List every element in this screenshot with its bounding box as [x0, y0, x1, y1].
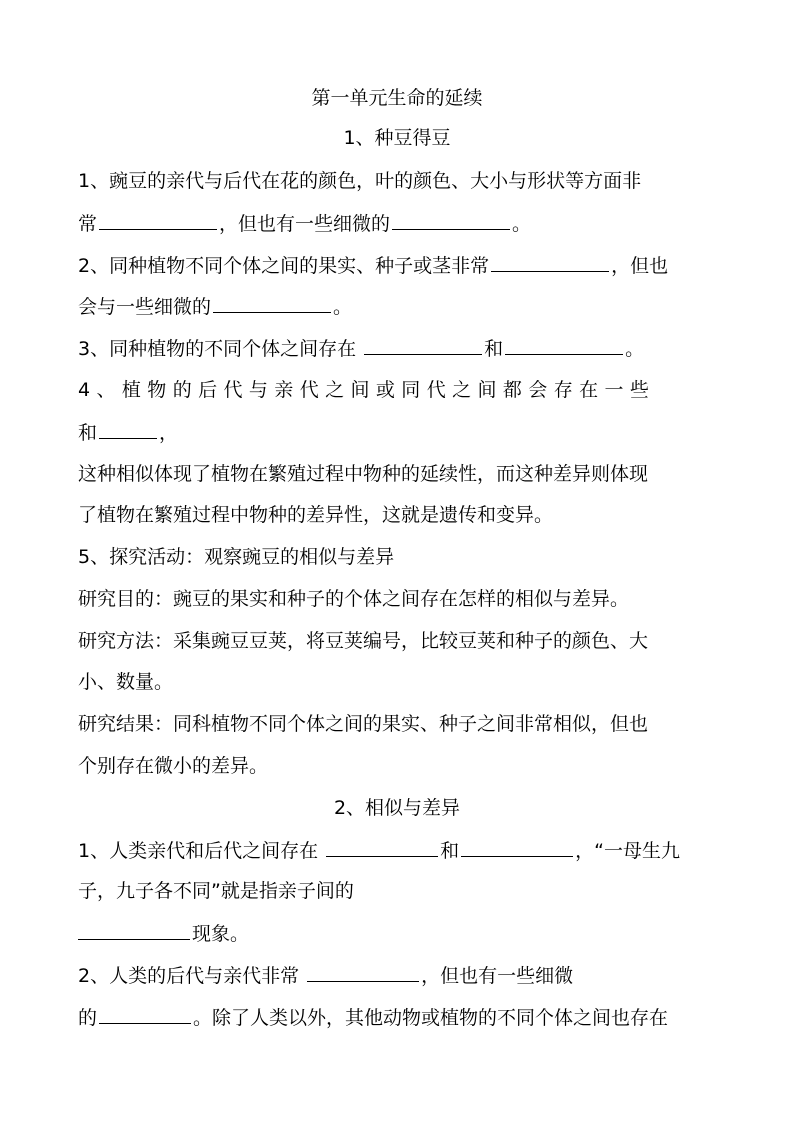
fill-blank[interactable]	[392, 209, 510, 230]
lesson1-q2-line2	[78, 292, 728, 321]
q1-text: 现象。	[192, 923, 250, 945]
lesson1-q2-line1	[78, 251, 728, 280]
q1-text: 1、豌豆的亲代与后代在花的颜色，叶的颜色、大小与形状等方面非	[78, 170, 642, 192]
unit-title: 第一单元生命的延续	[311, 87, 483, 109]
lesson1-paragraph-line1: 这种相似体现了植物在繁殖过程中物种的延续性，而这种差异则体现	[78, 463, 649, 485]
lesson1-q3	[78, 334, 728, 363]
fill-blank[interactable]	[213, 292, 331, 313]
lesson2-q2-line1	[78, 961, 728, 990]
q1-text: 和	[440, 840, 460, 862]
q1-text: 1、人类亲代和后代之间存在	[78, 840, 319, 862]
lesson1-q1-line1	[78, 167, 728, 195]
lesson2-title: 2、相似与差异	[333, 797, 461, 819]
fill-blank[interactable]	[99, 418, 157, 439]
q2-text: 。	[333, 296, 353, 318]
q4-text: ，	[159, 422, 179, 444]
lesson1-q5: 5、探究活动：观察豌豆的相似与差异	[78, 546, 395, 568]
lesson1-q4-line2	[78, 418, 728, 447]
research-result-line2: 个别存在微小的差异。	[78, 755, 269, 777]
lesson1-q4-line1	[78, 376, 728, 404]
q2-text: 的	[78, 1007, 98, 1029]
fill-blank[interactable]	[505, 334, 623, 355]
q3-text: 和	[484, 338, 504, 360]
q1-text: 常	[78, 213, 98, 235]
lesson2-q1-line3	[78, 919, 728, 948]
q1-text: ，“一母生九	[575, 840, 680, 862]
fill-blank[interactable]	[326, 836, 438, 857]
fill-blank[interactable]	[491, 251, 609, 272]
lesson2-q1-line1	[78, 836, 728, 865]
research-method-line2: 小、数量。	[78, 671, 174, 693]
q4-text: 4、植物的后代与亲代之间或同代之间都会存在一些	[78, 379, 656, 401]
q4-text: 和	[78, 422, 98, 444]
fill-blank[interactable]	[461, 836, 573, 857]
q3-text: 。	[625, 338, 645, 360]
lesson2-q2-line2	[78, 1003, 728, 1032]
q1-text: 。	[512, 213, 532, 235]
lesson1-q1-line2	[78, 209, 728, 238]
q2-text: 。除了人类以外，其他动物或植物的不同个体之间也存在	[193, 1007, 669, 1029]
q2-text: 会与一些细微的	[78, 296, 212, 318]
lesson2-q1-line2: 子，九子各不同”就是指亲子间的	[78, 880, 354, 902]
q2-text: ，但也	[611, 255, 669, 277]
research-result-line1: 研究结果：同科植物不同个体之间的果实、种子之间非常相似，但也	[78, 713, 649, 735]
q2-text: 2、人类的后代与亲代非常	[78, 965, 300, 987]
fill-blank[interactable]	[99, 209, 217, 230]
q1-text: ，但也有一些细微的	[219, 213, 391, 235]
lesson1-title: 1、种豆得豆	[343, 127, 451, 149]
lesson1-paragraph-line2: 了植物在繁殖过程中物种的差异性，这就是遗传和变异。	[78, 504, 554, 526]
research-method-line1: 研究方法：采集豌豆豆荚，将豆荚编号，比较豆荚和种子的颜色、大	[78, 630, 649, 652]
q3-text: 3、同种植物的不同个体之间存在	[78, 338, 357, 360]
fill-blank[interactable]	[364, 334, 482, 355]
q2-text: 2、同种植物不同个体之间的果实、种子或茎非常	[78, 255, 490, 277]
research-purpose: 研究目的：豌豆的果实和种子的个体之间存在怎样的相似与差异。	[78, 588, 630, 610]
fill-blank[interactable]	[307, 961, 419, 982]
fill-blank[interactable]	[78, 919, 190, 940]
fill-blank[interactable]	[99, 1003, 191, 1024]
q2-text: ，但也有一些细微	[421, 965, 574, 987]
